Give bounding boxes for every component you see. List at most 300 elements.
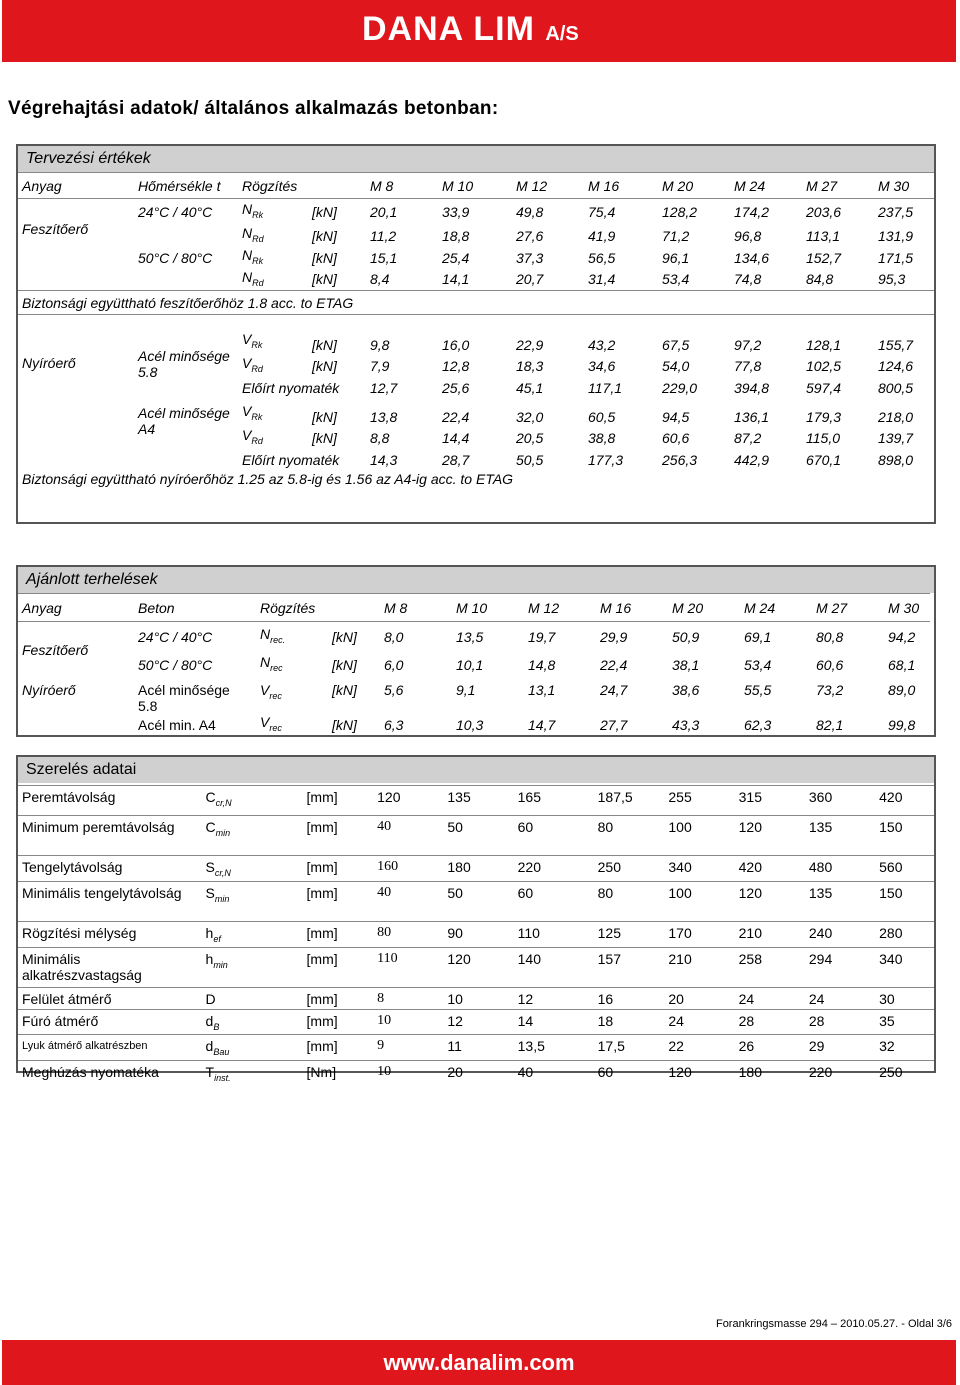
value-cell: 131,9 (878, 227, 914, 244)
value-cell: 80 (373, 921, 443, 947)
value-cell: 150 (875, 881, 934, 921)
value-cell: 420 (875, 786, 934, 816)
rec-col-m12: M 12 (524, 594, 596, 622)
value-cell: 56,5 (588, 249, 616, 266)
value-cell: 50 (443, 816, 513, 856)
value-cell: 135 (805, 816, 875, 856)
value-cell: 229,0 (662, 379, 698, 396)
design-values-table (18, 172, 934, 493)
torque-label: Előírt nyomaték (242, 451, 340, 468)
value-cell: 50,9 (672, 628, 700, 645)
value-cell: 22,4 (600, 656, 628, 673)
shear-note-row (18, 471, 934, 493)
symbol-subscript: Rk (252, 255, 264, 266)
value-cell: 898,0 (878, 451, 914, 468)
symbol: V (260, 713, 270, 730)
value-cell: 14,3 (370, 451, 398, 468)
symbol-cell (238, 315, 308, 355)
value-cell: 95,3 (878, 271, 906, 288)
installation-row (18, 856, 934, 882)
value-cell: 6,0 (384, 656, 404, 673)
value-cell: 128,2 (658, 199, 730, 225)
symbol-subscript: Rk (252, 209, 264, 220)
symbol-subscript: Bau (213, 1047, 230, 1058)
symbol-subscript: inst. (214, 1072, 231, 1083)
value-cell: 31,4 (588, 271, 616, 288)
symbol-subscript: cr,N (215, 797, 232, 808)
unit-cell: [kN] (312, 249, 337, 266)
unit-cell: [kN] (332, 628, 357, 645)
symbol: V (242, 403, 252, 419)
symbol: V (242, 426, 252, 443)
value-cell: 71,2 (662, 227, 690, 244)
value-cell: 157 (594, 947, 665, 987)
value-cell: 50 (443, 881, 513, 921)
value-cell: 14,8 (528, 656, 556, 673)
symbol-cell (256, 714, 328, 736)
page-title: Végrehajtási adatok/ általános alkalmazás betonban: (8, 98, 499, 119)
value-cell: 10 (443, 987, 513, 1009)
value-cell: 135 (443, 786, 513, 816)
value-cell: 29 (805, 1035, 875, 1061)
recommended-row (18, 652, 930, 678)
value-cell: 155,7 (874, 315, 934, 355)
value-cell: 20,5 (516, 429, 544, 446)
value-cell: 11,2 (370, 227, 397, 244)
rec-col-fixing: Rögzítés (256, 594, 380, 622)
installation-row (18, 816, 934, 856)
value-cell: 560 (875, 856, 934, 882)
value-cell: 38,6 (672, 681, 700, 698)
value-cell: 34,6 (588, 357, 616, 374)
symbol-cell (202, 1061, 303, 1086)
symbol-cell (238, 199, 308, 225)
value-cell: 53,4 (744, 656, 772, 673)
value-cell: 25,6 (442, 379, 470, 396)
value-cell: 37,3 (516, 249, 544, 266)
symbol: T (205, 1064, 215, 1081)
value-cell: 128,1 (802, 315, 874, 355)
value-cell: 90 (443, 921, 513, 947)
value-cell: 150 (875, 816, 934, 856)
symbol: h (205, 950, 214, 967)
parameter-label: Fúró átmérő (18, 1009, 202, 1035)
unit-cell: [kN] (308, 199, 366, 225)
value-cell: 420 (735, 856, 805, 882)
col-head-fixing: Rögzítés (238, 173, 366, 199)
value-cell: 180 (735, 1061, 805, 1086)
recommended-row (18, 678, 930, 714)
value-cell: 40 (514, 1061, 594, 1086)
value-cell: 27,7 (600, 716, 628, 733)
value-cell: 136,1 (734, 408, 770, 425)
steel-grade-cell: Acél minősége A4 (138, 404, 230, 437)
recommended-loads-section (16, 565, 936, 737)
value-cell: 180 (443, 856, 513, 882)
value-cell: 597,4 (806, 379, 842, 396)
value-cell: 100 (664, 816, 734, 856)
parameter-label: Meghúzás nyomatéka (18, 1061, 202, 1086)
symbol-subscript: min (213, 959, 228, 970)
symbol-cell (202, 816, 303, 856)
recommended-loads-title: Ajánlott terhelések (18, 567, 934, 593)
value-cell: 55,5 (744, 681, 772, 698)
temperature-cell: 24°C / 40°C (134, 199, 238, 225)
symbol-cell (238, 269, 308, 291)
unit-cell: [kN] (332, 681, 357, 698)
symbol: V (242, 354, 252, 371)
steel-grade-cell: Acél minősége 5.8 (134, 315, 238, 399)
value-cell: 25,4 (442, 249, 470, 266)
rec-col-m24: M 24 (740, 594, 812, 622)
installation-data-title: Szerelés adatai (18, 757, 934, 783)
symbol-cell (202, 1035, 303, 1061)
value-cell: 45,1 (516, 379, 544, 396)
recommended-row (18, 714, 930, 736)
col-head-m24: M 24 (730, 173, 802, 199)
value-cell: 22,4 (442, 408, 470, 425)
value-cell: 120 (735, 881, 805, 921)
rec-col-m27: M 27 (812, 594, 884, 622)
recommended-row (18, 622, 930, 652)
symbol-subscript: min (215, 827, 231, 838)
shear-row (18, 399, 934, 427)
value-cell: 113,1 (806, 227, 840, 244)
value-cell: 237,5 (874, 199, 934, 225)
symbol-cell (256, 652, 328, 678)
value-cell: 187,5 (594, 786, 665, 816)
symbol-cell (238, 399, 308, 427)
symbol: h (205, 924, 214, 941)
rec-col-material: Anyag (18, 594, 134, 622)
symbol-subscript: Rk (251, 411, 263, 422)
symbol: d (205, 1038, 214, 1055)
symbol-subscript: Rd (251, 363, 263, 374)
value-cell: 12,8 (442, 357, 470, 374)
value-cell: 60,6 (662, 429, 690, 446)
value-cell: 210 (664, 947, 734, 987)
value-cell: 340 (875, 947, 934, 987)
brand-logo (362, 10, 579, 49)
symbol-subscript: Rd (252, 277, 264, 288)
temperature-cell: 50°C / 80°C (138, 249, 213, 266)
symbol-subscript: ef (213, 933, 221, 944)
symbol: N (260, 653, 271, 670)
value-cell: 120 (443, 947, 513, 987)
value-cell: 24 (664, 1009, 734, 1035)
value-cell: 94,2 (888, 628, 916, 645)
symbol: d (205, 1012, 214, 1029)
value-cell: 220 (805, 1061, 875, 1086)
value-cell: 60 (594, 1061, 665, 1086)
unit-cell: [mm] (303, 1035, 374, 1061)
value-cell: 60 (514, 881, 594, 921)
value-cell: 120 (664, 1061, 734, 1086)
value-cell: 9,1 (456, 681, 476, 698)
tension-safety-note: Biztonsági együttható feszítőerőhöz 1.8 acc. to ETAG (18, 291, 934, 315)
symbol-cell (202, 786, 303, 816)
value-cell: 12 (443, 1009, 513, 1035)
tension-label: Feszítőerő (18, 199, 134, 291)
value-cell: 8,8 (370, 429, 390, 446)
value-cell: 14,7 (528, 716, 556, 733)
value-cell: 97,2 (730, 315, 802, 355)
value-cell: 256,3 (662, 451, 698, 468)
symbol-subscript: rec (269, 722, 282, 733)
value-cell: 82,1 (816, 716, 844, 733)
design-values-section (16, 144, 936, 524)
value-cell: 140 (514, 947, 594, 987)
col-head-m27: M 27 (802, 173, 874, 199)
value-cell: 14 (514, 1009, 594, 1035)
footer-banner (2, 1340, 956, 1385)
value-cell: 13,5 (514, 1035, 594, 1061)
value-cell: 9 (373, 1035, 443, 1061)
value-cell: 18,3 (516, 357, 544, 374)
condition-cell: 50°C / 80°C (138, 656, 213, 673)
col-head-m8: M 8 (366, 173, 438, 199)
value-cell: 20 (443, 1061, 513, 1086)
symbol-cell (238, 427, 308, 449)
value-cell: 50,5 (516, 451, 544, 468)
value-cell: 26 (735, 1035, 805, 1061)
symbol-subscript: cr,N (214, 867, 231, 878)
installation-row (18, 881, 934, 921)
value-cell: 40 (373, 816, 443, 856)
value-cell: 60,5 (588, 408, 616, 425)
value-cell: 53,4 (662, 271, 690, 288)
value-cell: 20,1 (366, 199, 438, 225)
value-cell: 74,8 (734, 271, 762, 288)
unit-cell: [kN] (312, 227, 337, 244)
tension-row (18, 269, 934, 291)
value-cell: 29,9 (600, 628, 628, 645)
value-cell: 13,5 (456, 628, 484, 645)
value-cell: 33,9 (438, 199, 512, 225)
value-cell: 10 (373, 1009, 443, 1035)
value-cell: 24 (805, 987, 875, 1009)
condition-cell: Acél minősége 5.8 (138, 681, 230, 714)
unit-cell: [mm] (303, 856, 374, 882)
installation-row (18, 987, 934, 1009)
value-cell: 35 (875, 1009, 934, 1035)
symbol: V (242, 331, 252, 347)
value-cell: 73,2 (816, 681, 844, 698)
value-cell: 22 (664, 1035, 734, 1061)
value-cell: 170 (664, 921, 734, 947)
symbol-subscript: B (213, 1021, 220, 1032)
value-cell: 134,6 (734, 249, 770, 266)
value-cell: 125 (594, 921, 665, 947)
value-cell: 250 (594, 856, 665, 882)
recommended-loads-table (18, 593, 930, 736)
value-cell: 32 (875, 1035, 934, 1061)
design-values-title: Tervezési értékek (18, 146, 934, 172)
value-cell: 800,5 (878, 379, 914, 396)
shear-label-spacer (18, 399, 134, 471)
installation-data-table (18, 785, 934, 1086)
value-cell: 38,1 (672, 656, 700, 673)
value-cell: 115,0 (806, 429, 840, 446)
value-cell: 84,8 (806, 271, 834, 288)
value-cell: 54,0 (662, 357, 690, 374)
value-cell: 442,9 (734, 451, 770, 468)
symbol: N (260, 625, 271, 642)
value-cell: 210 (735, 921, 805, 947)
unit-cell: [kN] (332, 716, 357, 733)
value-cell: 7,9 (370, 357, 390, 374)
value-cell: 480 (805, 856, 875, 882)
installation-data-section (16, 755, 936, 1083)
unit-cell: [mm] (303, 947, 374, 987)
unit-cell: [mm] (303, 816, 374, 856)
value-cell: 89,0 (888, 681, 916, 698)
value-cell: 139,7 (878, 429, 914, 446)
symbol-subscript: rec (269, 690, 282, 701)
value-cell: 250 (875, 1061, 934, 1086)
value-cell: 177,3 (588, 451, 624, 468)
value-cell: 240 (805, 921, 875, 947)
unit-cell: [mm] (303, 881, 374, 921)
symbol: N (242, 200, 253, 217)
value-cell: 5,6 (384, 681, 404, 698)
parameter-label: Peremtávolság (18, 786, 202, 816)
symbol-cell (202, 947, 303, 987)
unit-cell: [mm] (303, 786, 374, 816)
value-cell: 218,0 (878, 408, 914, 425)
value-cell: 12,7 (370, 379, 398, 396)
value-cell: 24,7 (600, 681, 628, 698)
value-cell: 40 (373, 881, 443, 921)
symbol-cell (202, 921, 303, 947)
value-cell: 67,5 (658, 315, 730, 355)
value-cell: 203,6 (802, 199, 874, 225)
value-cell: 110 (514, 921, 594, 947)
unit-cell: [mm] (303, 921, 374, 947)
installation-row (18, 786, 934, 816)
brand-name: DANA LIM (362, 10, 535, 48)
temperature-cell (134, 269, 238, 291)
value-cell: 43,2 (584, 315, 658, 355)
shear-safety-note: Biztonsági együttható nyíróerőhöz 1.25 az 5.8-ig és 1.56 az A4-ig acc. to ETAG (22, 470, 514, 487)
value-cell: 12 (514, 987, 594, 1009)
value-cell: 100 (664, 881, 734, 921)
value-cell: 14,1 (442, 271, 470, 288)
symbol: C (205, 789, 216, 805)
value-cell: 8,4 (370, 271, 390, 288)
value-cell: 87,2 (734, 429, 762, 446)
value-cell: 179,3 (806, 408, 842, 425)
parameter-label: Rögzítési mélység (18, 921, 202, 947)
parameter-label: Minimális tengelytávolság (18, 881, 202, 921)
symbol-cell (202, 1009, 303, 1035)
unit-cell: [kN] (308, 315, 366, 355)
value-cell: 28,7 (442, 451, 470, 468)
rec-tension-label: Feszítőerő (22, 641, 89, 658)
symbol-subscript: rec. (270, 634, 286, 645)
symbol-cell (238, 355, 308, 377)
design-header-row (18, 173, 934, 199)
condition-cell: Acél min. A4 (138, 716, 216, 733)
tension-note-row (18, 291, 934, 315)
value-cell: 117,1 (588, 379, 622, 396)
unit-cell: [mm] (303, 987, 374, 1009)
value-cell: 102,5 (806, 357, 842, 374)
value-cell: 152,7 (806, 249, 842, 266)
value-cell: 670,1 (806, 451, 842, 468)
col-head-m12: M 12 (512, 173, 584, 199)
symbol: S (205, 884, 215, 901)
symbol-cell (256, 678, 328, 714)
brand-suffix: A/S (545, 23, 579, 45)
value-cell: 160 (373, 856, 443, 882)
value-cell: 80 (594, 816, 665, 856)
rec-col-m16: M 16 (596, 594, 668, 622)
value-cell: 171,5 (878, 249, 914, 266)
value-cell: 165 (514, 786, 594, 816)
value-cell: 294 (805, 947, 875, 987)
installation-row (18, 947, 934, 987)
value-cell: 99,8 (888, 716, 916, 733)
value-cell: 6,3 (384, 716, 404, 733)
symbol-subscript: Rd (252, 233, 264, 244)
value-cell: 220 (514, 856, 594, 882)
value-cell: 8,0 (384, 628, 404, 645)
header-banner (2, 0, 956, 62)
value-cell: 10 (373, 1061, 443, 1086)
unit-cell: [kN] (312, 357, 337, 374)
value-cell: 13,1 (528, 681, 556, 698)
value-cell: 15,1 (370, 249, 398, 266)
value-cell: 30 (875, 987, 934, 1009)
value-cell: 38,8 (588, 429, 616, 446)
tension-row (18, 247, 934, 269)
symbol: D (205, 990, 216, 1007)
page-footnote: Forankringsmasse 294 – 2010.05.27. - Oldal 3/6 (715, 1318, 952, 1330)
col-head-m30: M 30 (874, 173, 934, 199)
value-cell: 13,8 (370, 408, 398, 425)
symbol: N (242, 224, 253, 241)
value-cell: 68,1 (888, 656, 916, 673)
symbol-subscript: Rd (251, 435, 263, 446)
value-cell: 258 (735, 947, 805, 987)
value-cell: 340 (664, 856, 734, 882)
value-cell: 80 (594, 881, 665, 921)
unit-cell: [kN] (312, 271, 337, 288)
shear-label: Nyíróerő (18, 315, 134, 399)
value-cell: 18 (594, 1009, 665, 1035)
condition-cell: 24°C / 40°C (138, 628, 213, 645)
value-cell: 14,4 (442, 429, 470, 446)
value-cell: 10,1 (456, 656, 484, 673)
recommended-header-row (18, 594, 930, 622)
symbol-subscript: Rk (251, 339, 263, 350)
value-cell: 110 (373, 947, 443, 987)
value-cell: 20 (664, 987, 734, 1009)
footer-website: www.danalim.com (383, 1350, 575, 1375)
symbol-cell (202, 987, 303, 1009)
value-cell: 8 (373, 987, 443, 1009)
unit-cell: [kN] (332, 656, 357, 673)
value-cell: 280 (875, 921, 934, 947)
col-head-material: Anyag (18, 173, 134, 199)
shear-row (18, 315, 934, 355)
symbol: S (205, 859, 215, 875)
value-cell: 60,6 (816, 656, 844, 673)
value-cell: 41,9 (588, 227, 616, 244)
value-cell: 80,8 (816, 628, 844, 645)
value-cell: 28 (735, 1009, 805, 1035)
